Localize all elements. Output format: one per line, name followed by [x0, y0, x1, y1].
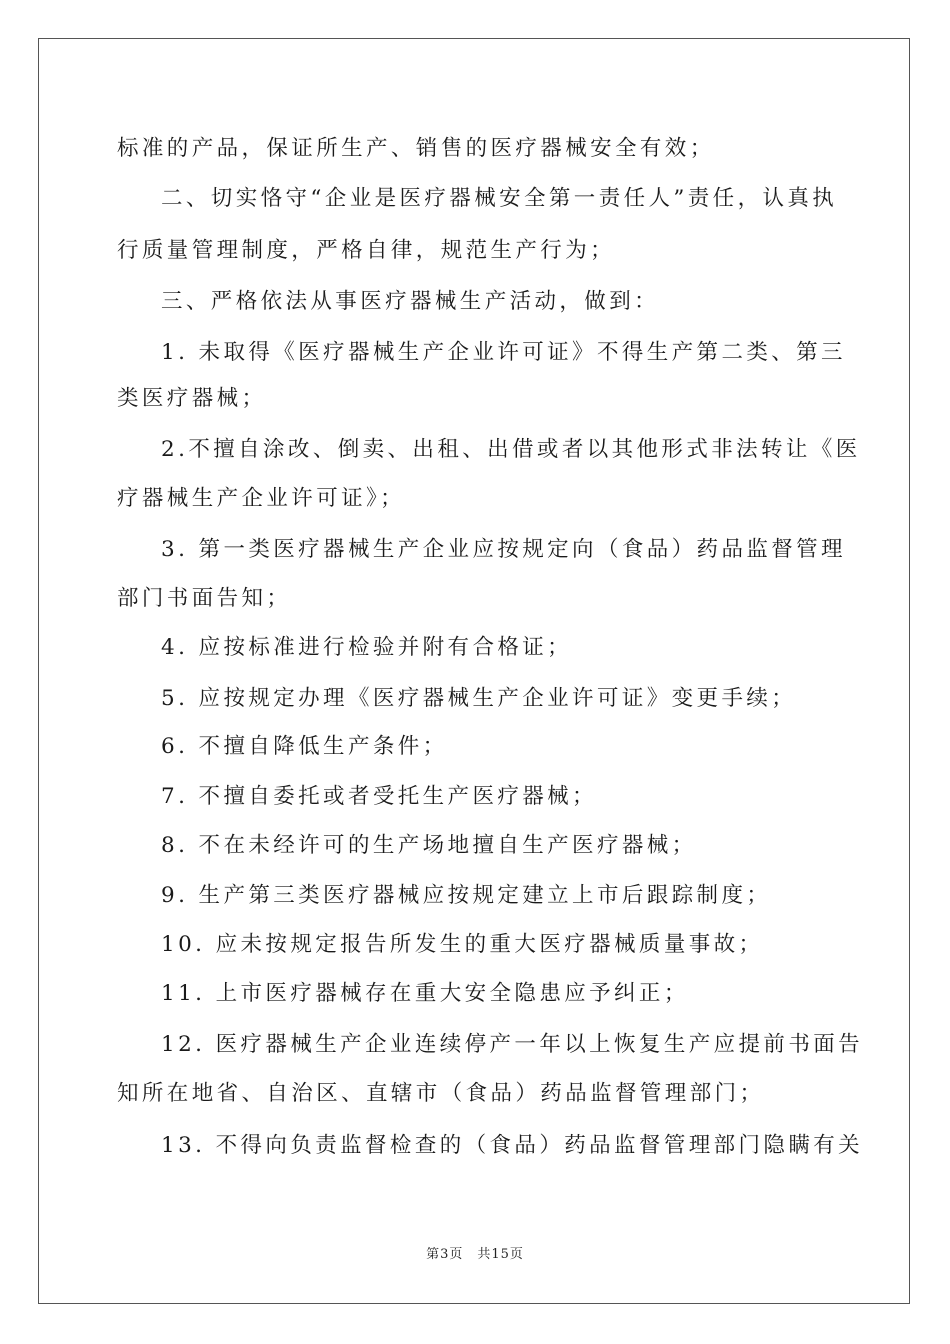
text-line: 4. 应按标准进行检验并附有合格证； — [161, 635, 573, 660]
page-number: 第3页 — [426, 1247, 464, 1262]
text-line: 类医疗器械； — [117, 386, 267, 411]
text-line: 7. 不擅自委托或者受托生产医疗器械； — [161, 784, 597, 809]
text-line: 3. 第一类医疗器械生产企业应按规定向（食品）药品监督管理 — [161, 537, 846, 562]
page-border — [38, 38, 910, 1304]
text-line: 9. 生产第三类医疗器械应按规定建立上市后跟踪制度； — [161, 883, 772, 908]
text-line: 10. 应未按规定报告所发生的重大医疗器械质量事故； — [161, 932, 764, 957]
text-line: 6. 不擅自降低生产条件； — [161, 734, 448, 759]
page-footer — [0, 1246, 950, 1264]
text-line: 三、严格依法从事医疗器械生产活动，做到： — [161, 289, 660, 314]
text-line: 二、切实恪守“企业是医疗器械安全第一责任人”责任，认真执 — [161, 186, 838, 211]
text-line: 行质量管理制度，严格自律，规范生产行为； — [117, 238, 616, 263]
text-line: 2.不擅自涂改、倒卖、出租、出借或者以其他形式非法转让《医 — [161, 437, 861, 462]
page-total: 共15页 — [477, 1247, 524, 1262]
text-line: 知所在地省、自治区、直辖市（食品）药品监督管理部门； — [117, 1081, 765, 1106]
text-line: 部门书面告知； — [117, 586, 292, 611]
text-line: 13. 不得向负责监督检查的（食品）药品监督管理部门隐瞒有关 — [161, 1133, 864, 1158]
text-line: 1. 未取得《医疗器械生产企业许可证》不得生产第二类、第三 — [161, 340, 846, 365]
text-line: 11. 上市医疗器械存在重大安全隐患应予纠正； — [161, 981, 689, 1006]
text-line: 标准的产品，保证所生产、销售的医疗器械安全有效； — [117, 136, 715, 161]
text-line: 12. 医疗器械生产企业连续停产一年以上恢复生产应提前书面告 — [161, 1032, 864, 1057]
text-line: 8. 不在未经许可的生产场地擅自生产医疗器械； — [161, 833, 697, 858]
text-line: 5. 应按规定办理《医疗器械生产企业许可证》变更手续； — [161, 686, 797, 711]
text-line: 疗器械生产企业许可证》； — [117, 486, 406, 511]
